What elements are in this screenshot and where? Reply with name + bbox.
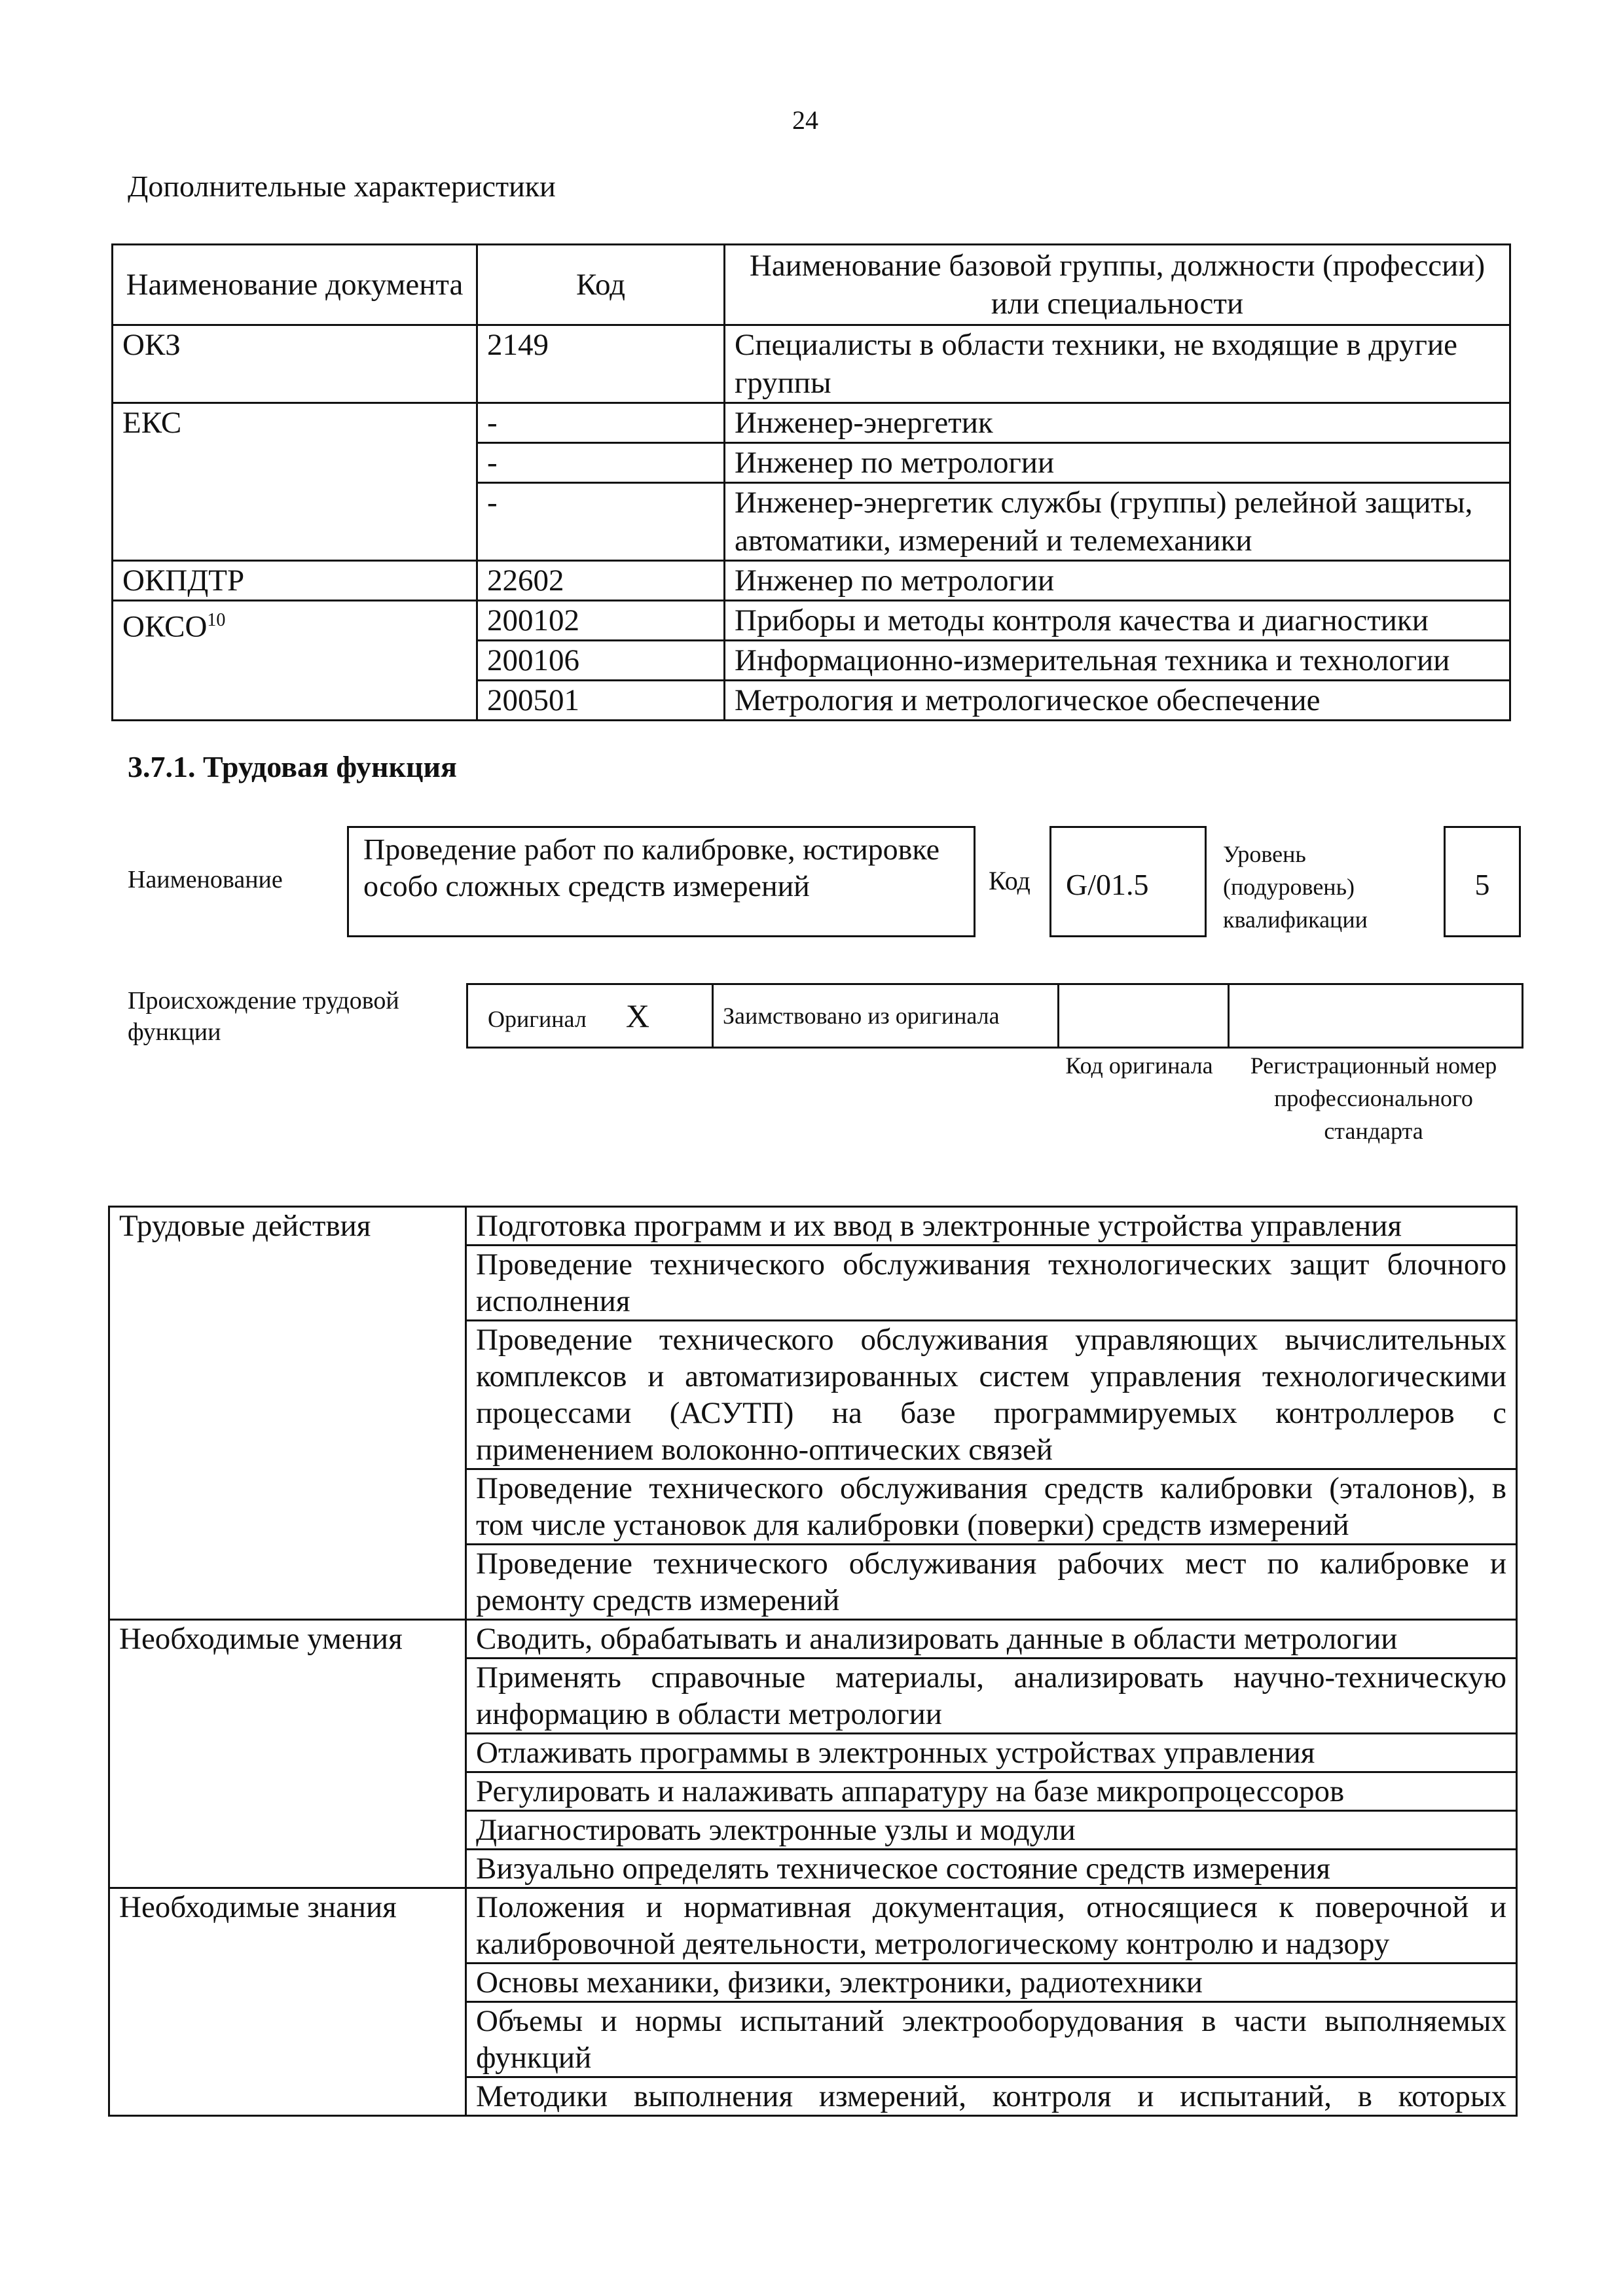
item-cell: Проведение технического обслуживания средств калибровки (эталонов), в том числе установок для калибровки (поверки) средств измерений — [466, 1469, 1517, 1545]
code-original-cell — [1059, 984, 1229, 1048]
header-doc: Наименование документа — [113, 245, 477, 325]
origin-label: Происхождение трудовой функции — [128, 987, 399, 1046]
footnote-ref: 10 — [207, 610, 226, 630]
labor-function-heading: 3.7.1. Трудовая функция — [128, 750, 457, 783]
origin-table — [466, 983, 1523, 1049]
item-cell: Сводить, обрабатывать и анализировать данные в области метрологии — [466, 1620, 1517, 1659]
item-cell: Проведение технического обслуживания управляющих вычислительных комплексов и автоматизированных систем управления технологическими процессами (АСУТП) на базе программируемых контроллеров с применением волоконно-оптических связей — [466, 1321, 1517, 1469]
doc-cell: ОКПДТР — [113, 561, 477, 601]
table-row — [113, 601, 1510, 641]
code-label: Код — [989, 866, 1030, 895]
code-cell: 200501 — [477, 681, 725, 721]
item-cell: Визуально определять техническое состояние средств измерения — [466, 1850, 1517, 1888]
category-cell: Трудовые действия — [109, 1207, 466, 1620]
table-row — [113, 403, 1510, 443]
level-box: 5 — [1444, 826, 1521, 937]
doc-cell: ЕКС — [113, 403, 477, 561]
labor-actions-table — [108, 1206, 1518, 2117]
name-cell: Приборы и методы контроля качества и диагностики — [725, 601, 1510, 641]
header-name: Наименование базовой группы, должности (профессии) или специальности — [725, 245, 1510, 325]
original-cell — [467, 984, 713, 1048]
code-cell: - — [477, 443, 725, 483]
function-code-box: G/01.5 — [1049, 826, 1207, 937]
item-cell: Подготовка программ и их ввод в электронные устройства управления — [466, 1207, 1517, 1246]
reg-number-label: Регистрационный номер профессионального стандарта — [1250, 1052, 1497, 1144]
name-cell: Инженер по метрологии — [725, 561, 1510, 601]
code-cell: - — [477, 483, 725, 561]
name-cell: Информационно-измерительная техника и технологии — [725, 641, 1510, 681]
original-mark: X — [625, 997, 649, 1034]
code-cell: 200102 — [477, 601, 725, 641]
doc-cell — [113, 601, 477, 721]
table-row — [109, 1888, 1517, 1964]
code-original-label: Код оригинала — [1065, 1052, 1213, 1079]
code-cell: 200106 — [477, 641, 725, 681]
name-cell: Инженер-энергетик службы (группы) релейной защиты, автоматики, измерений и телемеханики — [725, 483, 1510, 561]
table-header-row — [113, 245, 1510, 325]
header-code: Код — [477, 245, 725, 325]
name-cell: Инженер-энергетик — [725, 403, 1510, 443]
item-cell: Методики выполнения измерений, контроля и испытаний, в которых — [466, 2077, 1517, 2116]
name-label: Наименование — [128, 866, 283, 893]
name-cell: Метрология и метрологическое обеспечение — [725, 681, 1510, 721]
code-cell: 2149 — [477, 325, 725, 403]
item-cell: Проведение технического обслуживания технологических защит блочного исполнения — [466, 1246, 1517, 1321]
original-label: Оригинал — [488, 1006, 587, 1032]
item-cell: Отлаживать программы в электронных устройствах управления — [466, 1734, 1517, 1772]
table-row — [113, 325, 1510, 403]
code-cell: - — [477, 403, 725, 443]
item-cell: Основы механики, физики, электроники, радиотехники — [466, 1964, 1517, 2002]
table-row — [109, 1207, 1517, 1246]
doc-name: ОКСО — [122, 609, 208, 644]
name-cell: Специалисты в области техники, не входящие в другие группы — [725, 325, 1510, 403]
name-cell: Инженер по метрологии — [725, 443, 1510, 483]
level-label: Уровень (подуровень) квалификации — [1223, 841, 1368, 933]
function-name-box: Проведение работ по калибровке, юстировке особо сложных средств измерений — [347, 826, 976, 937]
category-cell: Необходимые умения — [109, 1620, 466, 1888]
item-cell: Положения и нормативная документация, относящиеся к поверочной и калибровочной деятельности, метрологическому контролю и надзору — [466, 1888, 1517, 1964]
reg-number-cell — [1229, 984, 1523, 1048]
item-cell: Объемы и нормы испытаний электрооборудования в части выполняемых функций — [466, 2002, 1517, 2077]
category-cell: Необходимые знания — [109, 1888, 466, 2116]
page-number: 24 — [792, 105, 818, 135]
additional-characteristics-table — [111, 243, 1511, 721]
table-row — [113, 561, 1510, 601]
table-row — [109, 1620, 1517, 1659]
item-cell: Применять справочные материалы, анализировать научно-техническую информацию в области метрологии — [466, 1659, 1517, 1734]
item-cell: Проведение технического обслуживания рабочих мест по калибровке и ремонту средств измерений — [466, 1545, 1517, 1620]
item-cell: Диагностировать электронные узлы и модули — [466, 1811, 1517, 1850]
code-cell: 22602 — [477, 561, 725, 601]
doc-cell: ОКЗ — [113, 325, 477, 403]
borrowed-label: Заимствовано из оригинала — [713, 984, 1059, 1048]
item-cell: Регулировать и налаживать аппаратуру на базе микропроцессоров — [466, 1772, 1517, 1811]
additional-characteristics-title: Дополнительные характеристики — [128, 170, 556, 203]
